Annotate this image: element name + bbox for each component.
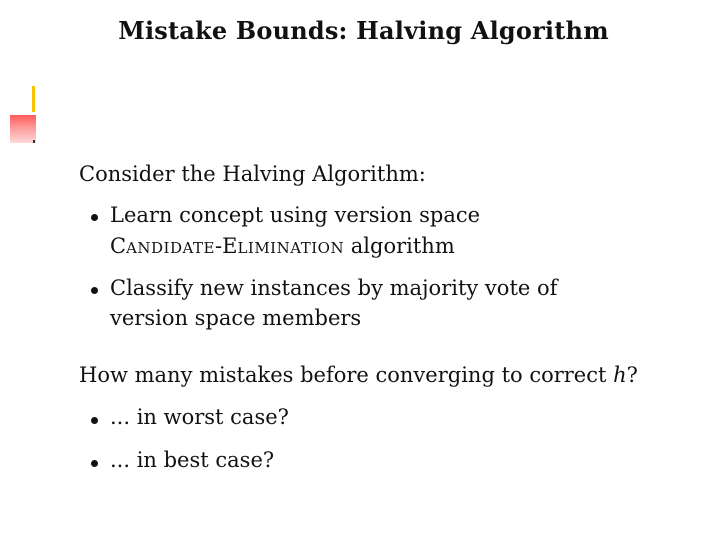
question-text — [79, 365, 638, 386]
bullet-1-line-1: Learn concept using version space — [110, 203, 481, 227]
bullet-1-line-2 — [110, 236, 455, 257]
sub-bullet-worst-case: ... in worst case? — [110, 405, 289, 429]
smallcaps-initial: C — [110, 234, 127, 258]
bullet-2-line-1: Classify new instances by majority vote of — [110, 276, 558, 300]
decorative-dot — [33, 140, 35, 143]
decorative-accent-square — [10, 115, 36, 143]
question-body: How many mistakes before converging to correct — [79, 363, 614, 387]
slide-title: Mistake Bounds: Halving Algorithm — [118, 16, 609, 45]
smallcaps-rest: ANDIDATE — [126, 239, 215, 257]
question-mark: ? — [626, 363, 638, 387]
bullet-icon — [91, 460, 98, 467]
bullet-icon — [91, 287, 98, 294]
hypothesis-variable: h — [613, 363, 627, 387]
decorative-accent-bar — [32, 86, 35, 112]
bullet-2-line-2: version space members — [110, 306, 362, 330]
sub-bullet-best-case: ... in best case? — [110, 448, 275, 472]
bullet-icon — [91, 417, 98, 424]
smallcaps-rest: LIMINATION — [237, 239, 345, 257]
smallcaps-initial: E — [222, 234, 238, 258]
algorithm-word: algorithm — [344, 234, 455, 258]
bullet-icon — [91, 214, 98, 221]
intro-text: Consider the Halving Algorithm: — [79, 162, 426, 186]
hyphen: - — [214, 234, 223, 258]
